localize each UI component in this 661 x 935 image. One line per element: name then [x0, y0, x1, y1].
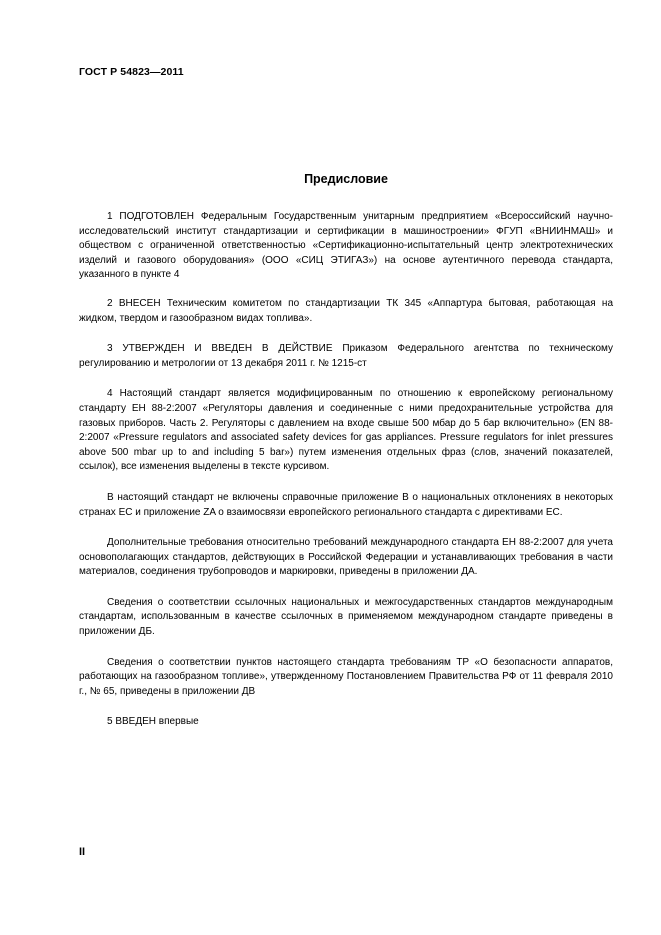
paragraph-prepared-by: 1 ПОДГОТОВЛЕН Федеральным Государственным унитарным предприятием «Всероссийский научно-исследовательский институт стандартизации и сертификации в машиностроении» ФГУП «ВНИИНМАШ» и обществом с ограниченной ответственностью «Сертификационно-испытательный центр электротехнических изделий и газового оборудования» (ООО «СИЦ ЭТИГАЗ») на основе аутентичного перевода стандарта, указанного в пункте 4 — [79, 211, 613, 281]
paragraph-introduced-by: 2 ВНЕСЕН Техническим комитетом по стандартизации ТК 345 «Аппартура бытовая, работающая на жидком, твердом и газообразном видах топлива». — [79, 297, 613, 324]
foreword-body — [79, 210, 613, 746]
page-title: Предисловие — [304, 172, 388, 186]
paragraph-technical-regulation: Сведения о соответствии пунктов настоящего стандарта требованиям ТР «О безопасности аппаратов, работающих на газообразном топливе», утвержденному Постановлением Правительства РФ от 11 февраля 2010 г., № 65, приведены в приложении ДВ — [79, 656, 613, 697]
paragraph-first-introduced: 5 ВВЕДЕН впервые — [107, 716, 199, 728]
paragraph-reference-standards: Сведения о соответствии ссылочных национальных и межгосударственных стандартов международным стандартам, использованным в качестве ссылочных в применяемом международном стандарте приведены в приложении ДБ. — [79, 596, 613, 638]
page-number: II — [79, 846, 86, 858]
document-code-header: ГОСТ Р 54823—2011 — [79, 66, 184, 78]
paragraph-additional-requirements: Дополнительные требования относительно требований международного стандарта ЕН 88-2:2007 для учета основополагающих стандартов, действующих в Российской Федерации и устанавливающих требования в части материалов, соединения трубопроводов и маркировки, приведены в приложении ДА. — [79, 537, 613, 578]
paragraph-approved: 3 УТВЕРЖДЕН И ВВЕДЕН В ДЕЙСТВИЕ Приказом Федерального агентства по техническому регулированию и метрологии от 13 декабря 2011 г. № 1215-ст — [79, 343, 613, 369]
paragraph-excluded-annexes: В настоящий стандарт не включены справочные приложение В о национальных отклонениях в некоторых странах ЕС и приложение ZA о взаимосвязи европейского регионального стандарта с директивами ЕС. — [79, 491, 613, 518]
paragraph-modified-standard: 4 Настоящий стандарт является модифицированным по отношению к европейскому региональному стандарту ЕН 88-2:2007 «Регуляторы давления и соединенные с ними предохранительные устройства для газовых приборов. Часть 2. Регуляторы с давлением на входе свыше 500 мбар до 5 бар включительно» (EN 88-2:2007 «Pressure regulators and associated safety devices for gas appliances. Pressure regulators for inlet pressures above 500 mbar up to and including 5 bar») путем изменения отдельных фраз (слов, значений показателей, ссылок), все изменения выделены в тексте курсивом. — [79, 388, 613, 473]
